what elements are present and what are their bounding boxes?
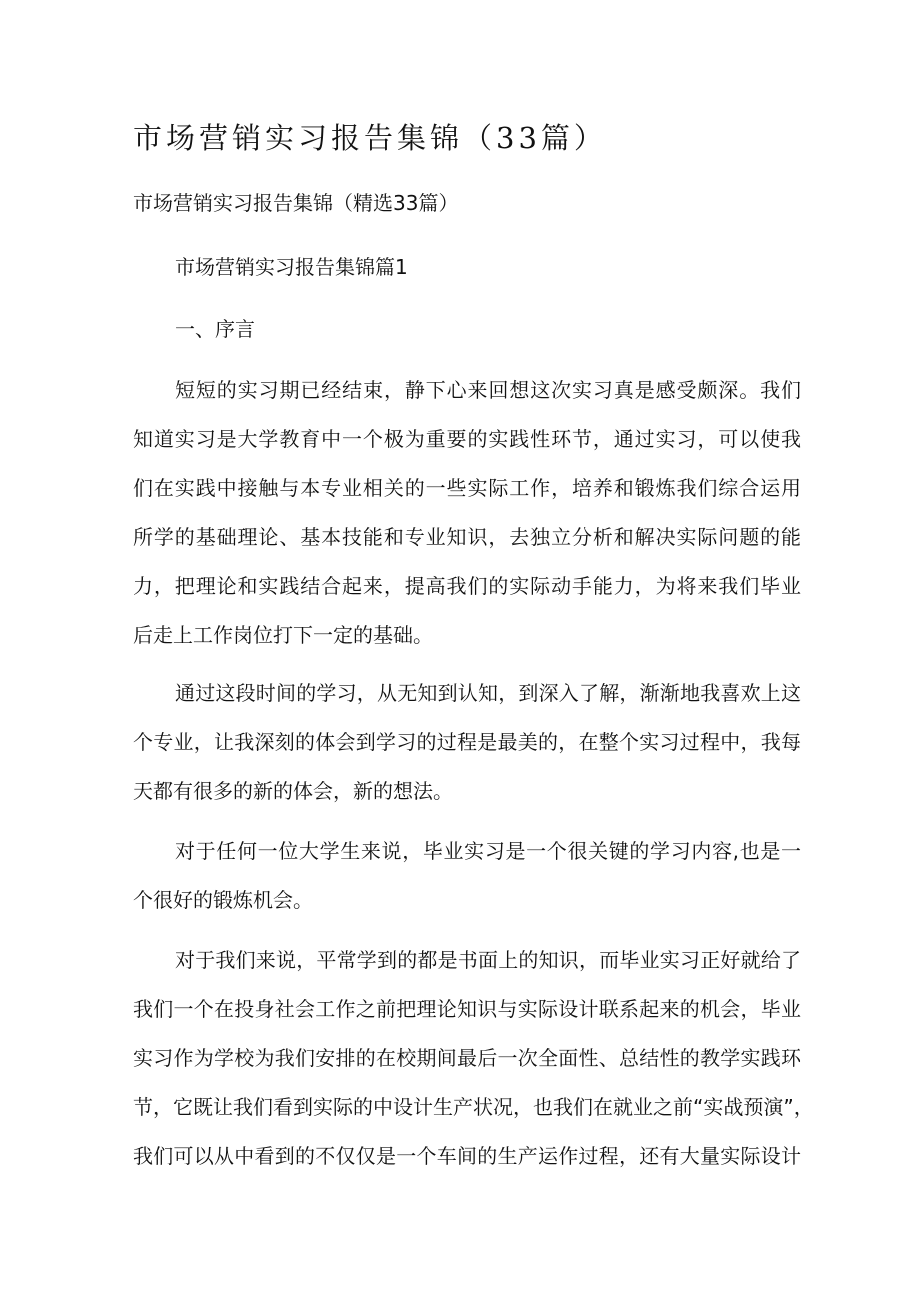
paragraph-line: 力，把理论和实践结合起来，提高我们的实际动手能力，为将来我们毕业 xyxy=(133,574,801,598)
paragraph-line: 对于我们来说，平常学到的都是书面上的知识，而毕业实习正好就给了 xyxy=(175,948,801,972)
paragraph-line: 们在实践中接触与本专业相关的一些实际工作，培养和锻炼我们综合运用 xyxy=(133,476,801,500)
paragraph-line: 实习作为学校为我们安排的在校期间最后一次全面性、总结性的教学实践环 xyxy=(133,1046,801,1070)
paragraph-1 xyxy=(133,366,801,660)
paragraph-line: 对于任何一位大学生来说，毕业实习是一个很关键的学习内容,也是一 xyxy=(175,839,801,863)
paragraph-line: 通过这段时间的学习，从无知到认知，到深入了解，渐渐地我喜欢上这 xyxy=(175,681,801,705)
paragraph-line: 个专业，让我深刻的体会到学习的过程是最美的，在整个实习过程中，我每 xyxy=(133,730,801,754)
paragraph-line: 天都有很多的新的体会，新的想法。 xyxy=(133,779,453,803)
paragraph-line: 节，它既让我们看到实际的中设计生产状况，也我们在就业之前“实战预演”， xyxy=(133,1095,814,1119)
paragraph-line: 我们可以从中看到的不仅仅是一个车间的生产运作过程，还有大量实际设计 xyxy=(133,1144,801,1168)
section-heading: 市场营销实习报告集锦篇1 xyxy=(175,255,408,279)
subheading: 一、序言 xyxy=(175,317,255,341)
paragraph-line: 个很好的锻炼机会。 xyxy=(133,888,313,912)
paragraph-2 xyxy=(133,669,801,816)
paragraph-line: 所学的基础理论、基本技能和专业知识，去独立分析和解决实际问题的能 xyxy=(133,525,801,549)
paragraph-line: 知道实习是大学教育中一个极为重要的实践性环节，通过实习，可以使我 xyxy=(133,427,801,451)
document-subtitle: 市场营销实习报告集锦（精选33篇） xyxy=(133,191,459,215)
document-title: 市场营销实习报告集锦（33篇） xyxy=(133,121,607,155)
paragraph-line: 后走上工作岗位打下一定的基础。 xyxy=(133,623,433,647)
paragraph-3 xyxy=(133,827,801,925)
paragraph-4 xyxy=(133,936,814,1181)
paragraph-line: 我们一个在投身社会工作之前把理论知识与实际设计联系起来的机会，毕业 xyxy=(133,997,801,1021)
paragraph-line: 短短的实习期已经结束，静下心来回想这次实习真是感受颇深。我们 xyxy=(175,378,801,402)
